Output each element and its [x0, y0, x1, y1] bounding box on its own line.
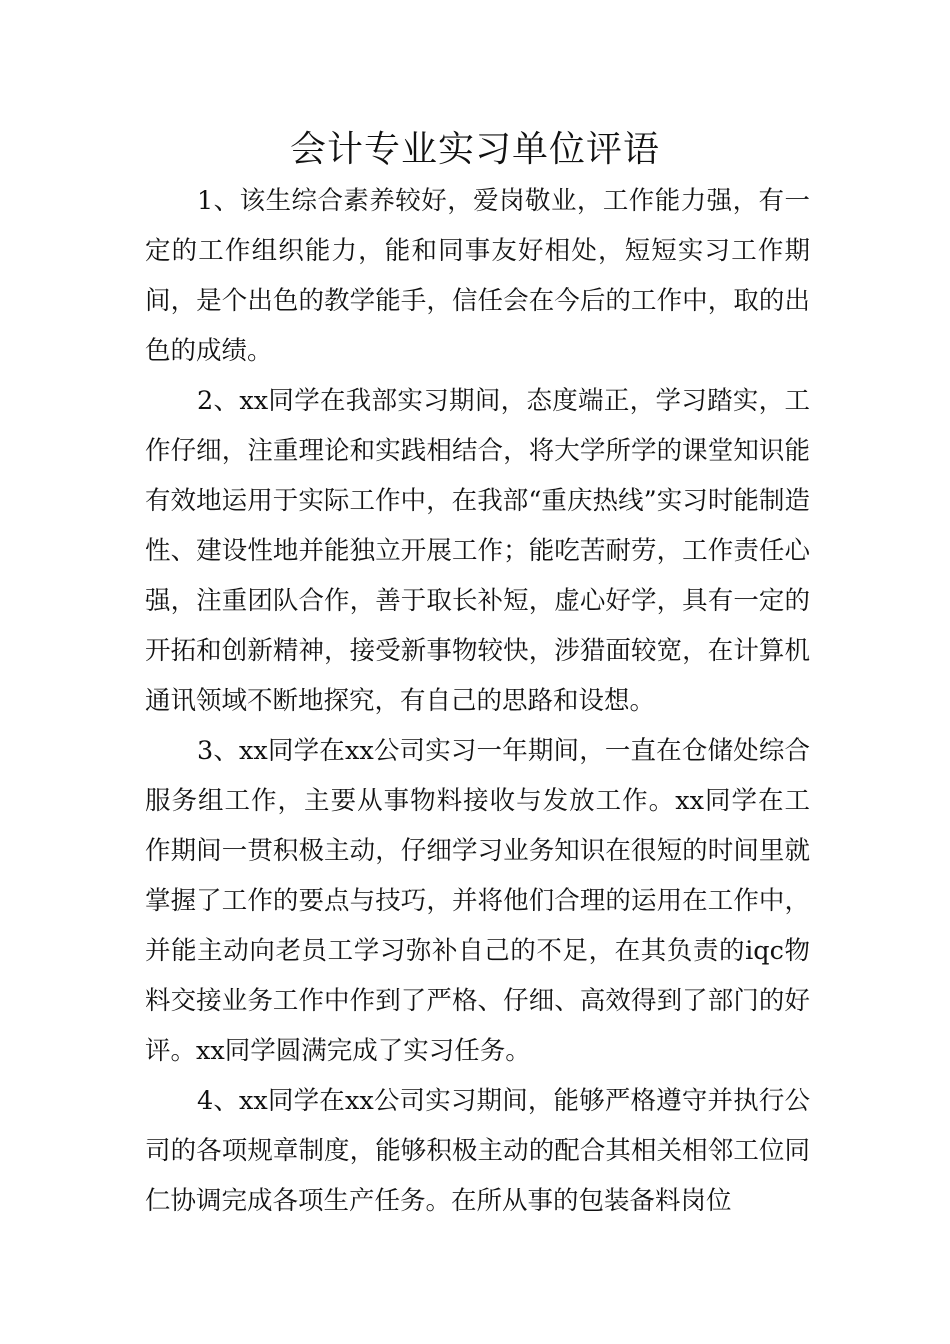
- document-title: 会计专业实习单位评语: [289, 129, 660, 170]
- paragraph-4: 4、xx同学在xx公司实习期间，能够严格遵守并执行公司的各项规章制度，能够积极主动的配合其相关相邻工位同仁协调完成各项生产任务。在所从事的包装备料岗位: [145, 1086, 810, 1216]
- paragraph-1: 1、该生综合素养较好，爱岗敬业，工作能力强，有一定的工作组织能力，能和同事友好相处，短短实习工作期间，是个出色的教学能手，信任会在今后的工作中，取的出色的成绩。: [145, 186, 810, 366]
- document-body: [145, 176, 810, 1226]
- paragraph-3: 3、xx同学在xx公司实习一年期间，一直在仓储处综合服务组工作，主要从事物料接收与发放工作。xx同学在工作期间一贯积极主动，仔细学习业务知识在很短的时间里就掌握了工作的要点与技巧，并将他们合理的运用在工作中，并能主动向老员工学习弥补自己的不足，在其负责的iqc物料交接业务工作中作到了严格、仔细、高效得到了部门的好评。xx同学圆满完成了实习任务。: [145, 736, 810, 1066]
- paragraph-2: 2、xx同学在我部实习期间，态度端正，学习踏实，工作仔细，注重理论和实践相结合，将大学所学的课堂知识能有效地运用于实际工作中，在我部“重庆热线”实习时能制造性、建设性地并能独立开展工作；能吃苦耐劳，工作责任心强，注重团队合作，善于取长补短，虚心好学，具有一定的开拓和创新精神，接受新事物较快，涉猎面较宽，在计算机通讯领域不断地探究，有自己的思路和设想。: [145, 386, 810, 716]
